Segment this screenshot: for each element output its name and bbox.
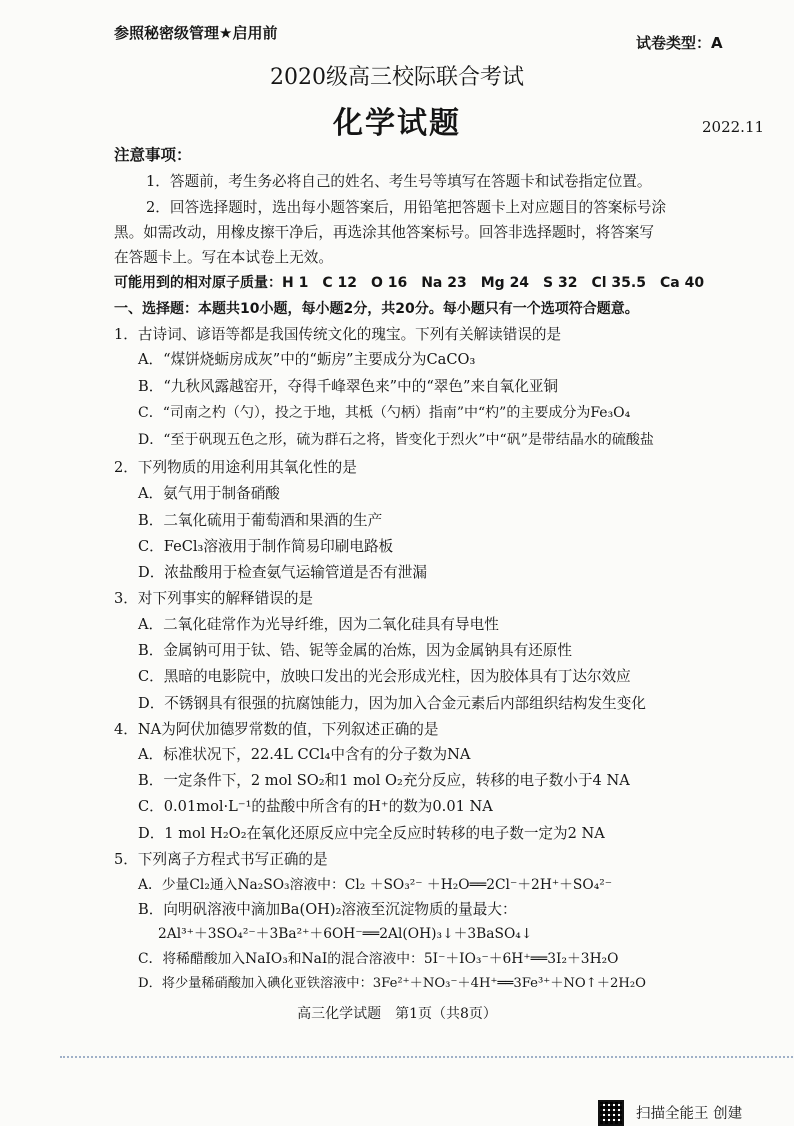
qr-code-icon <box>598 1100 624 1126</box>
question-5-option-c: C．将稀醋酸加入NaIO₃和NaI的混合溶液中：5I⁻＋IO₃⁻＋6H⁺══3I₂＋3H₂O <box>138 951 619 967</box>
question-5-stem: 5．下列离子方程式书写正确的是 <box>114 851 328 868</box>
scanner-brand: 扫描全能王 创建 <box>636 1106 743 1122</box>
exam-date: 2022.11 <box>702 118 765 136</box>
question-3-option-c: C．黑暗的电影院中，放映口发出的光会形成光柱，因为胶体具有丁达尔效应 <box>138 668 631 685</box>
question-3-option-d: D．不锈钢具有很强的抗腐蚀能力，因为加入合金元素后内部组织结构发生变化 <box>138 695 646 712</box>
question-5-option-d: D．将少量稀硝酸加入碘化亚铁溶液中：3Fe²⁺＋NO₃⁻＋4H⁺══3Fe³⁺＋NO↑＋2H₂O <box>138 976 646 991</box>
question-3-stem: 3．对下列事实的解释错误的是 <box>114 590 314 607</box>
question-2-option-b: B．二氧化硫用于葡萄酒和果酒的生产 <box>138 512 383 529</box>
question-4-option-c: C．0.01mol·L⁻¹的盐酸中所含有的H⁺的数为0.01 NA <box>138 798 493 815</box>
question-1-option-d: D．“至于矾现五色之形，硫为群石之将，皆变化于烈火”中“矾”是带结晶水的硫酸盐 <box>138 432 654 448</box>
question-2-option-d: D．浓盐酸用于检查氨气运输管道是否有泄漏 <box>138 564 427 581</box>
question-1-option-b: B．“九秋风露越窑开，夺得千峰翠色来”中的“翠色”来自氧化亚铜 <box>138 378 559 395</box>
notice-item-2-line-2: 黑。如需改动，用橡皮擦干净后，再选涂其他答案标号。回答非选择题时，将答案写 <box>114 224 654 241</box>
scan-edge-line <box>60 1056 794 1061</box>
question-2-option-c: C．FeCl₃溶液用于制作简易印刷电路板 <box>138 538 394 555</box>
question-2-stem: 2．下列物质的用途利用其氧化性的是 <box>114 459 357 476</box>
notice-title: 注意事项： <box>114 146 192 164</box>
section-title: 一、选择题：本题共10小题，每小题2分，共20分。每小题只有一个选项符合题意。 <box>114 301 639 317</box>
question-1-option-a: A．“煤饼烧蛎房成灰”中的“蛎房”主要成分为CaCO₃ <box>138 351 476 368</box>
question-3-option-a: A．二氧化硅常作为光导纤维，因为二氧化硅具有导电性 <box>138 616 499 633</box>
secret-mark: 参照秘密级管理★启用前 <box>114 24 278 42</box>
page-footer: 高三化学试题 第1页（共8页） <box>297 1006 497 1022</box>
question-4-option-d: D．1 mol H₂O₂在氧化还原反应中完全反应时转移的电子数一定为2 NA <box>138 825 605 842</box>
question-3-option-b: B．金属钠可用于钛、锆、铌等金属的冶炼，因为金属钠具有还原性 <box>138 642 572 659</box>
question-5-option-b: B．向明矾溶液中滴加Ba(OH)₂溶液至沉淀物质的量最大： <box>138 901 517 918</box>
question-4-option-b: B．一定条件下，2 mol SO₂和1 mol O₂充分反应，转移的电子数小于4 NA <box>138 772 630 789</box>
subject-title: 化学试题 <box>333 106 461 141</box>
exam-title: 2020级高三校际联合考试 <box>270 65 524 90</box>
question-5-option-b-equation: 2Al³⁺＋3SO₄²⁻＋3Ba²⁺＋6OH⁻══2Al(OH)₃↓＋3BaSO₄↓ <box>158 926 533 942</box>
question-2-option-a: A．氨气用于制备硝酸 <box>138 485 280 502</box>
question-1-stem: 1．古诗词、谚语等都是我国传统文化的瑰宝。下列有关解读错误的是 <box>114 326 562 343</box>
question-1-option-c: C．“司南之杓（勺），投之于地，其柢（勺柄）指南”中“杓”的主要成分为Fe₃O₄ <box>138 405 631 421</box>
notice-item-2-line-1: 2．回答选择题时，选出每小题答案后，用铅笔把答题卡上对应题目的答案标号涂 <box>146 199 667 216</box>
question-4-option-a: A．标准状况下，22.4L CCl₄中含有的分子数为NA <box>138 746 471 763</box>
paper-type: 试卷类型：A <box>636 34 723 52</box>
atomic-masses: 可能用到的相对原子质量：H 1 C 12 O 16 Na 23 Mg 24 S 32 Cl 35.5 Ca 40 <box>114 275 705 291</box>
question-5-option-a: A．少量Cl₂通入Na₂SO₃溶液中：Cl₂ ＋SO₃²⁻ ＋H₂O══2Cl⁻＋2H⁺＋SO₄²⁻ <box>138 877 613 893</box>
question-4-stem: 4．NA为阿伏加德罗常数的值，下列叙述正确的是 <box>114 721 439 738</box>
notice-item-1: 1．答题前，考生务必将自己的姓名、考生号等填写在答题卡和试卷指定位置。 <box>146 173 652 190</box>
notice-item-2-line-3: 在答题卡上。写在本试卷上无效。 <box>114 249 333 266</box>
